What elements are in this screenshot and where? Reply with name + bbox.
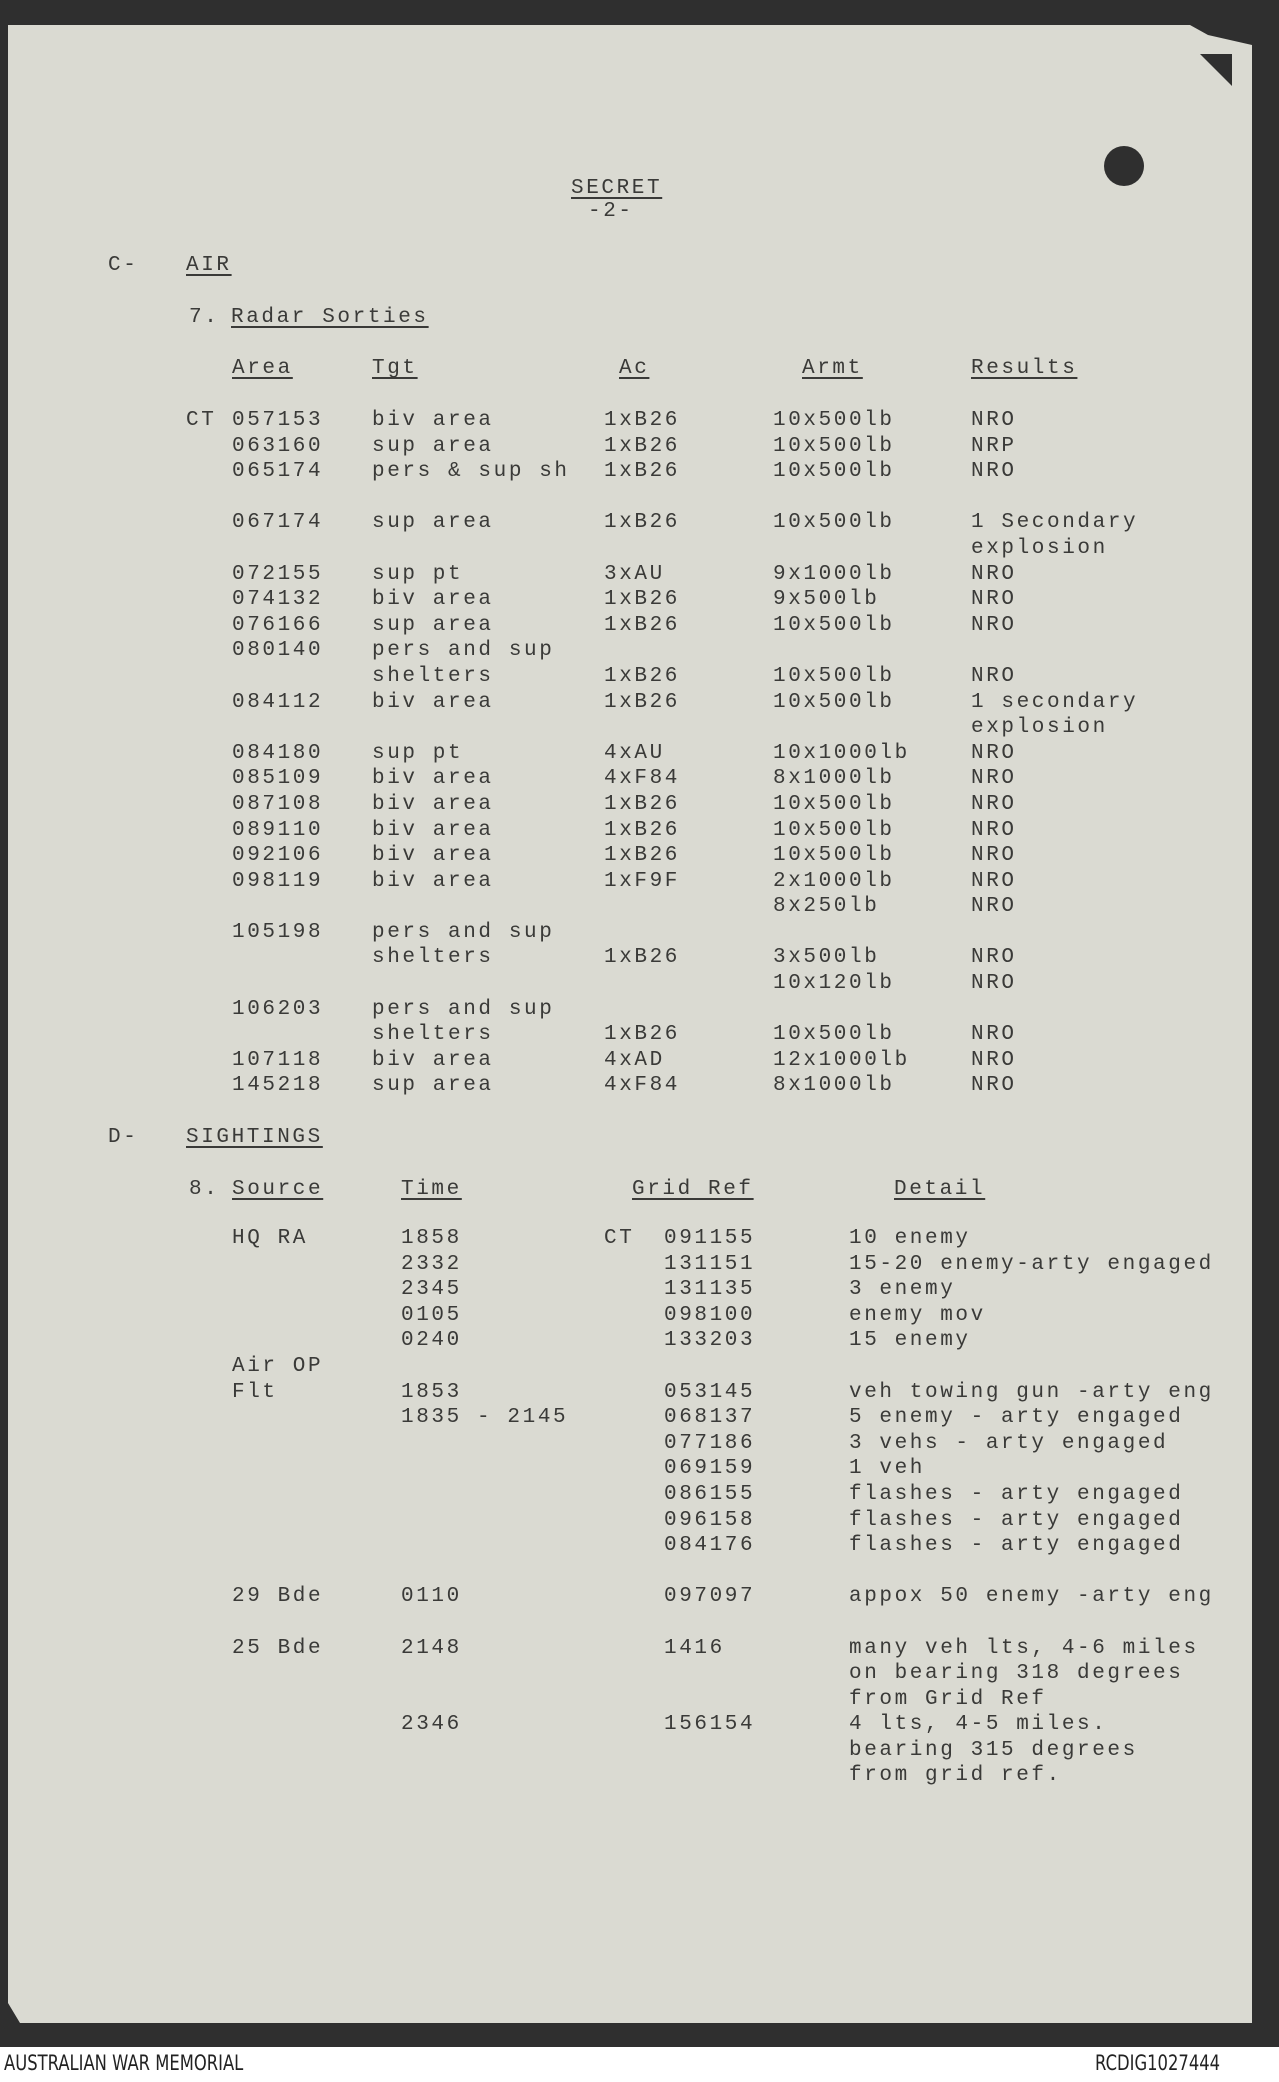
results-cell: NRO (971, 844, 1017, 868)
armament-cell: 10x500lb (773, 818, 895, 842)
footer-record-id: RCDIG1027444 (1095, 2051, 1221, 2075)
area-cell: 084180 (232, 741, 324, 765)
area-cell: 098119 (232, 869, 324, 893)
area-cell: 067174 (232, 511, 324, 535)
table-row (0, 690, 1279, 741)
detail-cell: flashes - arty engaged (849, 1534, 1184, 1558)
time-cell: 2148 (401, 1636, 462, 1660)
target-cell: biv area (372, 1048, 494, 1072)
table-row (0, 638, 1279, 689)
table-row (0, 1226, 1279, 1252)
source-cell: Air OP Flt (232, 1354, 324, 1404)
grid-ref-cell: 084176 (664, 1534, 756, 1558)
area-cell: 087108 (232, 792, 324, 816)
results-cell: NRO (971, 767, 1017, 791)
table-row (0, 1636, 1279, 1713)
table-row (0, 1533, 1279, 1559)
aircraft-cell: 1xB26 (604, 946, 681, 970)
detail-cell: 3 vehs - arty engaged (849, 1431, 1169, 1455)
detail-cell: 5 enemy - arty engaged (849, 1406, 1184, 1430)
aircraft-cell: 1xF9F (604, 869, 681, 893)
table-row (0, 1712, 1279, 1789)
grid-ref-cell: 133203 (664, 1329, 756, 1353)
table-row (0, 818, 1279, 844)
table-row (0, 1328, 1279, 1354)
detail-cell: 4 lts, 4-5 miles. bearing 315 degrees from grid ref. (849, 1713, 1138, 1788)
footer-archive-name: AUSTRALIAN WAR MEMORIAL (4, 2051, 244, 2075)
armament-cell: 9x1000lb (773, 562, 895, 586)
target-cell: pers and sup shelters (372, 997, 555, 1047)
area-cell: 065174 (232, 460, 324, 484)
armament-cell: 8x1000lb (773, 1074, 895, 1098)
table-row (0, 843, 1279, 869)
table-row (0, 1303, 1279, 1329)
armament-cell: 10x500lb (773, 664, 895, 688)
table-row (0, 1048, 1279, 1074)
grid-ref-cell: 053145 (664, 1380, 756, 1404)
results-cell: NRO (971, 613, 1017, 637)
sightings-col-detail: Detail (894, 1178, 986, 1201)
sightings-grid-prefix: CT (604, 1227, 635, 1250)
target-cell: biv area (372, 588, 494, 612)
results-cell: NRO NRO (971, 946, 1017, 996)
armament-cell: 2x1000lb 8x250lb (773, 869, 895, 919)
detail-cell: veh towing gun -arty eng (849, 1380, 1214, 1404)
section-c-title: AIR (186, 254, 232, 277)
results-cell: NRO (971, 409, 1017, 432)
armament-cell: 10x500lb (773, 613, 895, 637)
sightings-col-time: Time (401, 1178, 462, 1201)
aircraft-cell: 1xB26 (604, 690, 681, 714)
grid-ref-cell: 1416 (664, 1636, 725, 1660)
table-row (0, 1584, 1279, 1610)
target-cell: biv area (372, 869, 494, 893)
grid-ref-cell: 069159 (664, 1457, 756, 1481)
results-cell: 1 Secondary explosion (971, 511, 1139, 560)
target-cell: sup pt (372, 741, 464, 765)
time-cell: 1853 (401, 1380, 462, 1404)
source-cell: 25 Bde (232, 1636, 324, 1660)
time-cell: 1858 (401, 1227, 462, 1250)
radar-sorties-table (0, 408, 1279, 1099)
table-row (0, 1073, 1279, 1099)
time-cell: 2332 (401, 1252, 462, 1276)
table-row (0, 613, 1279, 639)
results-cell: NRO NRO (971, 869, 1017, 919)
area-cell: 106203 (232, 997, 324, 1021)
aircraft-cell: 3xAU (604, 562, 665, 586)
sightings-table (0, 1226, 1279, 1789)
time-cell: 0110 (401, 1585, 462, 1609)
results-cell: NRO (971, 818, 1017, 842)
target-cell: pers and sup shelters (372, 920, 555, 970)
grid-ref-cell: 131135 (664, 1278, 756, 1302)
table-spacer (0, 1610, 1279, 1636)
table-row (0, 459, 1279, 485)
area-cell: 057153 (232, 409, 324, 432)
radar-col-armt: Armt (802, 357, 863, 380)
results-cell: NRP (971, 434, 1017, 458)
table-row (0, 1252, 1279, 1278)
area-cell: 145218 (232, 1074, 324, 1098)
results-cell: NRO (971, 1048, 1017, 1072)
target-cell: biv area (372, 792, 494, 816)
aircraft-cell: 1xB26 (604, 511, 681, 535)
armament-cell: 10x1000lb (773, 741, 910, 765)
aircraft-cell: 1xB26 (604, 434, 681, 458)
table-spacer (0, 485, 1279, 511)
armament-cell: 9x500lb (773, 588, 880, 612)
results-cell: NRO (971, 588, 1017, 612)
detail-cell: 1 veh (849, 1457, 926, 1481)
table-row (0, 434, 1279, 460)
armament-cell: 10x500lb (773, 792, 895, 816)
section-d-letter: D- (108, 1126, 139, 1149)
table-row (0, 1354, 1279, 1405)
results-cell: NRO (971, 1023, 1017, 1047)
sightings-col-source: Source (232, 1178, 324, 1201)
armament-cell: 10x500lb (773, 511, 895, 535)
grid-ref-cell: 068137 (664, 1406, 756, 1430)
grid-ref-cell: 097097 (664, 1585, 756, 1609)
table-row (0, 792, 1279, 818)
table-row (0, 1482, 1279, 1508)
table-row (0, 766, 1279, 792)
grid-ref-cell: 086155 (664, 1482, 756, 1506)
section-d-title: SIGHTINGS (186, 1126, 323, 1149)
detail-cell: flashes - arty engaged (849, 1482, 1184, 1506)
detail-cell: flashes - arty engaged (849, 1508, 1184, 1532)
detail-cell: 10 enemy (849, 1227, 971, 1250)
section-c-letter: C- (108, 254, 139, 277)
aircraft-cell: 1xB26 (604, 1023, 681, 1047)
target-cell: sup area (372, 1074, 494, 1098)
grid-ref-cell: 096158 (664, 1508, 756, 1532)
time-cell: 1835 - 2145 (401, 1406, 569, 1430)
detail-cell: enemy mov (849, 1303, 986, 1327)
time-cell: 2345 (401, 1278, 462, 1302)
armament-cell: 3x500lb 10x120lb (773, 946, 895, 996)
results-cell: NRO (971, 664, 1017, 688)
aircraft-cell: 1xB26 (604, 460, 681, 484)
armament-cell: 10x500lb (773, 409, 895, 432)
table-row (0, 587, 1279, 613)
area-cell: 072155 (232, 562, 324, 586)
target-cell: biv area (372, 818, 494, 842)
table-row (0, 510, 1279, 561)
table-row (0, 1277, 1279, 1303)
time-cell: 0240 (401, 1329, 462, 1353)
table-row (0, 1405, 1279, 1431)
sightings-col-grid-ref: Grid Ref (632, 1178, 754, 1201)
aircraft-cell: 1xB26 (604, 613, 681, 637)
grid-ref-cell: 098100 (664, 1303, 756, 1327)
page-number: -2- (588, 200, 634, 223)
aircraft-cell: 4xAU (604, 741, 665, 765)
target-cell: biv area (372, 844, 494, 868)
area-cell: 105198 (232, 920, 324, 944)
detail-cell: 15-20 enemy-arty engaged (849, 1252, 1214, 1276)
aircraft-cell: 1xB26 (604, 409, 681, 432)
armament-cell: 10x500lb (773, 460, 895, 484)
target-cell: sup area (372, 511, 494, 535)
detail-cell: 3 enemy (849, 1278, 956, 1302)
grid-ref-cell: 077186 (664, 1431, 756, 1455)
aircraft-cell: 4xAD (604, 1048, 665, 1072)
punch-hole (1104, 146, 1144, 186)
target-cell: biv area (372, 767, 494, 791)
grid-ref-cell: 091155 (664, 1227, 756, 1250)
table-spacer (0, 1559, 1279, 1585)
area-cell: 084112 (232, 690, 324, 714)
table-row (0, 1508, 1279, 1534)
area-cell: 076166 (232, 613, 324, 637)
armament-cell: 8x1000lb (773, 767, 895, 791)
source-cell: 29 Bde (232, 1585, 324, 1609)
results-cell: 1 secondary explosion (971, 690, 1139, 740)
aircraft-cell: 1xB26 (604, 588, 681, 612)
aircraft-cell: 1xB26 (604, 844, 681, 868)
table-row (0, 1456, 1279, 1482)
table-row (0, 1431, 1279, 1457)
grid-ref-cell: 156154 (664, 1713, 756, 1737)
results-cell: NRO (971, 1074, 1017, 1098)
area-cell: 107118 (232, 1048, 324, 1072)
aircraft-cell: 4xF84 (604, 1074, 681, 1098)
table-row (0, 920, 1279, 997)
results-cell: NRO (971, 741, 1017, 765)
radar-col-ac: Ac (619, 357, 650, 380)
results-cell: NRO (971, 562, 1017, 586)
area-cell: 063160 (232, 434, 324, 458)
area-cell: 092106 (232, 844, 324, 868)
classification-heading: SECRET (571, 177, 663, 200)
time-cell: 2346 (401, 1713, 462, 1737)
area-cell: 085109 (232, 767, 324, 791)
target-cell: pers & sup sh (372, 460, 570, 484)
aircraft-cell: 1xB26 (604, 818, 681, 842)
aircraft-cell: 1xB26 (604, 664, 681, 688)
time-cell: 0105 (401, 1303, 462, 1327)
target-cell: biv area (372, 690, 494, 714)
aircraft-cell: 4xF84 (604, 767, 681, 791)
source-cell: HQ RA (232, 1227, 309, 1250)
target-cell: sup area (372, 434, 494, 458)
grid-ref-cell: 131151 (664, 1252, 756, 1276)
target-cell: sup area (372, 613, 494, 637)
table-row (0, 562, 1279, 588)
target-cell: sup pt (372, 562, 464, 586)
armament-cell: 10x500lb (773, 844, 895, 868)
target-cell: biv area (372, 409, 494, 432)
table-row (0, 408, 1279, 434)
radar-title: Radar Sorties (231, 306, 429, 329)
footer-bar (0, 2047, 1279, 2082)
radar-col-area: Area (232, 357, 293, 380)
radar-col-results: Results (971, 357, 1078, 380)
results-cell: NRO (971, 460, 1017, 484)
detail-cell: 15 enemy (849, 1329, 971, 1353)
table-row (0, 997, 1279, 1048)
target-cell: pers and sup shelters (372, 639, 555, 688)
area-cell: 089110 (232, 818, 324, 842)
results-cell: NRO (971, 792, 1017, 816)
area-cell: 074132 (232, 588, 324, 612)
armament-cell: 10x500lb (773, 1023, 895, 1047)
radar-grid-prefix: CT (186, 409, 217, 432)
detail-cell: appox 50 enemy -arty eng (849, 1585, 1214, 1609)
armament-cell: 10x500lb (773, 690, 895, 714)
area-cell: 080140 (232, 639, 324, 663)
sightings-item-number: 8. (189, 1178, 220, 1201)
detail-cell: many veh lts, 4-6 miles on bearing 318 degrees from Grid Ref (849, 1636, 1199, 1711)
armament-cell: 12x1000lb (773, 1048, 910, 1072)
armament-cell: 10x500lb (773, 434, 895, 458)
table-row (0, 741, 1279, 767)
table-row (0, 869, 1279, 920)
aircraft-cell: 1xB26 (604, 792, 681, 816)
radar-item-number: 7. (189, 306, 220, 329)
radar-col-tgt: Tgt (372, 357, 418, 380)
